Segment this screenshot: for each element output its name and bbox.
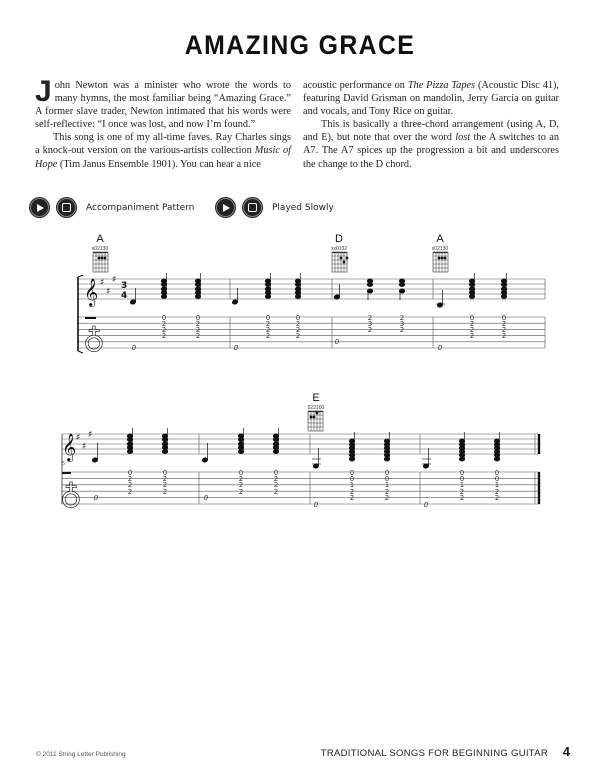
svg-text:2: 2 [399,326,405,334]
system-2 [62,434,540,504]
svg-text:2: 2 [501,320,507,328]
chord-fingering: 022100 [307,405,325,411]
svg-text:0: 0 [238,469,244,477]
svg-text:1: 1 [384,481,390,489]
svg-text:2: 2 [265,320,271,328]
emphasis-word: lost [455,132,471,144]
drop-cap: J [35,75,52,108]
svg-text:2: 2 [162,481,168,489]
svg-text:2: 2 [195,326,201,334]
chord-fingering: x02130 [91,246,109,252]
svg-text:0: 0 [494,469,500,477]
chord-diagram-e [308,411,323,431]
chord-diagram-d [332,252,348,272]
svg-text:♯: ♯ [76,433,81,443]
chord-name: A [436,233,444,245]
svg-text:2: 2 [162,488,168,496]
svg-text:2: 2 [384,494,390,502]
svg-text:2: 2 [161,326,167,334]
svg-text:♯: ♯ [106,287,111,297]
svg-text:2: 2 [399,314,405,322]
treble-clef-icon [84,278,98,307]
svg-text:3: 3 [367,320,373,328]
system-1-tab [132,314,506,352]
svg-text:2: 2 [367,314,373,322]
intro-text: (Acoustic Disc 41), featuring David Grisman on mandolin, Jerry Garcia on guitar and vocals, and Tony Rice on guitar. [303,80,560,118]
svg-text:0: 0 [494,475,500,483]
page-title: AMAZING GRACE [184,30,416,60]
intro-text: This is basically a three-chord arrangement (using A, D, and E), but note that over the word [303,119,559,144]
svg-text:2: 2 [238,475,244,483]
svg-text:2: 2 [494,488,500,496]
svg-text:0: 0 [93,494,99,502]
treble-clef-icon [62,433,76,462]
svg-text:0: 0 [233,344,239,352]
audio-label: Accompaniment Pattern [86,202,195,213]
svg-text:𝄞: 𝄞 [62,433,77,461]
svg-text:0: 0 [423,501,429,509]
svg-text:2: 2 [265,332,271,340]
system-1 [78,275,545,353]
svg-text:0: 0 [334,338,340,346]
svg-text:2: 2 [127,475,133,483]
tab-clef-icon [60,473,82,512]
svg-text:♯: ♯ [88,430,93,440]
svg-text:♁: ♁ [60,477,82,512]
svg-text:3: 3 [121,281,128,291]
copyright: © 2011 String Letter Publishing [36,751,126,758]
system-2-tab [94,469,499,509]
svg-text:0: 0 [161,314,167,322]
svg-text:2: 2 [161,332,167,340]
system-1-notes [130,273,507,308]
svg-text:2: 2 [161,320,167,328]
svg-text:2: 2 [127,488,133,496]
svg-text:2: 2 [469,320,475,328]
svg-text:1: 1 [494,481,500,489]
intro-text: ohn Newton was a minister who wrote the words to many hymns, the most familiar being “Amazing Grace.” A former slave trader, Newton intimated that his words were self-reflective: “I once was lost, and now I’m found.” [35,80,291,131]
svg-text:0: 0 [127,469,133,477]
svg-text:0: 0 [195,314,201,322]
svg-text:2: 2 [195,320,201,328]
svg-text:0: 0 [459,469,465,477]
svg-text:0: 0 [437,344,443,352]
svg-text:2: 2 [295,326,301,334]
svg-text:0: 0 [295,314,301,322]
svg-text:2: 2 [459,494,465,502]
audio-label: Played Slowly [272,202,334,213]
svg-text:2: 2 [367,326,373,334]
svg-text:♯: ♯ [82,442,87,452]
svg-text:2: 2 [349,494,355,502]
svg-text:♁: ♁ [83,321,105,356]
svg-text:2: 2 [238,488,244,496]
tab-clef-icon [83,318,105,356]
svg-text:1: 1 [349,481,355,489]
svg-text:2: 2 [469,326,475,334]
svg-text:2: 2 [469,332,475,340]
chord-diagram-a [433,252,448,272]
chord-diagram-a [93,252,108,272]
svg-text:0: 0 [349,475,355,483]
svg-text:2: 2 [273,481,279,489]
svg-text:2: 2 [295,332,301,340]
measure-number: 5 [62,461,66,467]
svg-text:0: 0 [162,469,168,477]
svg-text:2: 2 [265,326,271,334]
svg-text:2: 2 [127,481,133,489]
svg-text:2: 2 [162,475,168,483]
svg-text:♯: ♯ [100,278,105,288]
page-number: 4 [562,744,570,759]
svg-text:1: 1 [459,481,465,489]
svg-text:2: 2 [501,332,507,340]
intro-text: the A switches to an A7. The A7 spices up the progression a bit and underscores the change to the D chord. [303,132,559,170]
svg-text:0: 0 [501,314,507,322]
svg-text:2: 2 [349,488,355,496]
chord-fingering: x02130 [431,246,449,252]
svg-text:0: 0 [349,469,355,477]
svg-text:2: 2 [459,488,465,496]
svg-text:0: 0 [313,501,319,509]
svg-text:2: 2 [238,481,244,489]
album-title: Music of Hope [35,145,292,170]
svg-text:0: 0 [203,494,209,502]
svg-text:2: 2 [494,494,500,502]
svg-text:𝄞: 𝄞 [84,278,99,306]
svg-text:0: 0 [384,475,390,483]
time-signature [121,281,127,301]
svg-text:0: 0 [273,469,279,477]
svg-text:2: 2 [384,488,390,496]
svg-text:2: 2 [295,320,301,328]
svg-text:4: 4 [121,291,128,301]
svg-text:0: 0 [469,314,475,322]
svg-text:2: 2 [195,332,201,340]
chord-name: E [312,392,320,404]
intro-text: acoustic performance on [303,80,408,91]
book-title: TRADITIONAL SONGS FOR BEGINNING GUITAR [320,748,548,759]
intro-text: (Tim Janus Ensemble 1901). You can hear a nice [57,158,261,170]
intro-text: This song is one of my all-time faves. Ray Charles sings a knock-out version on the various-artists collection [35,132,291,157]
svg-text:0: 0 [265,314,271,322]
svg-text:0: 0 [131,344,137,352]
chord-fingering: xx0132 [330,246,348,252]
svg-text:2: 2 [273,488,279,496]
svg-text:0: 0 [384,469,390,477]
svg-text:2: 2 [273,475,279,483]
chord-name: D [335,233,343,245]
svg-text:3: 3 [399,320,405,328]
svg-text:2: 2 [501,326,507,334]
chord-name: A [96,233,104,245]
svg-text:♯: ♯ [112,275,117,285]
album-title: The Pizza Tapes [407,80,476,91]
svg-text:0: 0 [459,475,465,483]
